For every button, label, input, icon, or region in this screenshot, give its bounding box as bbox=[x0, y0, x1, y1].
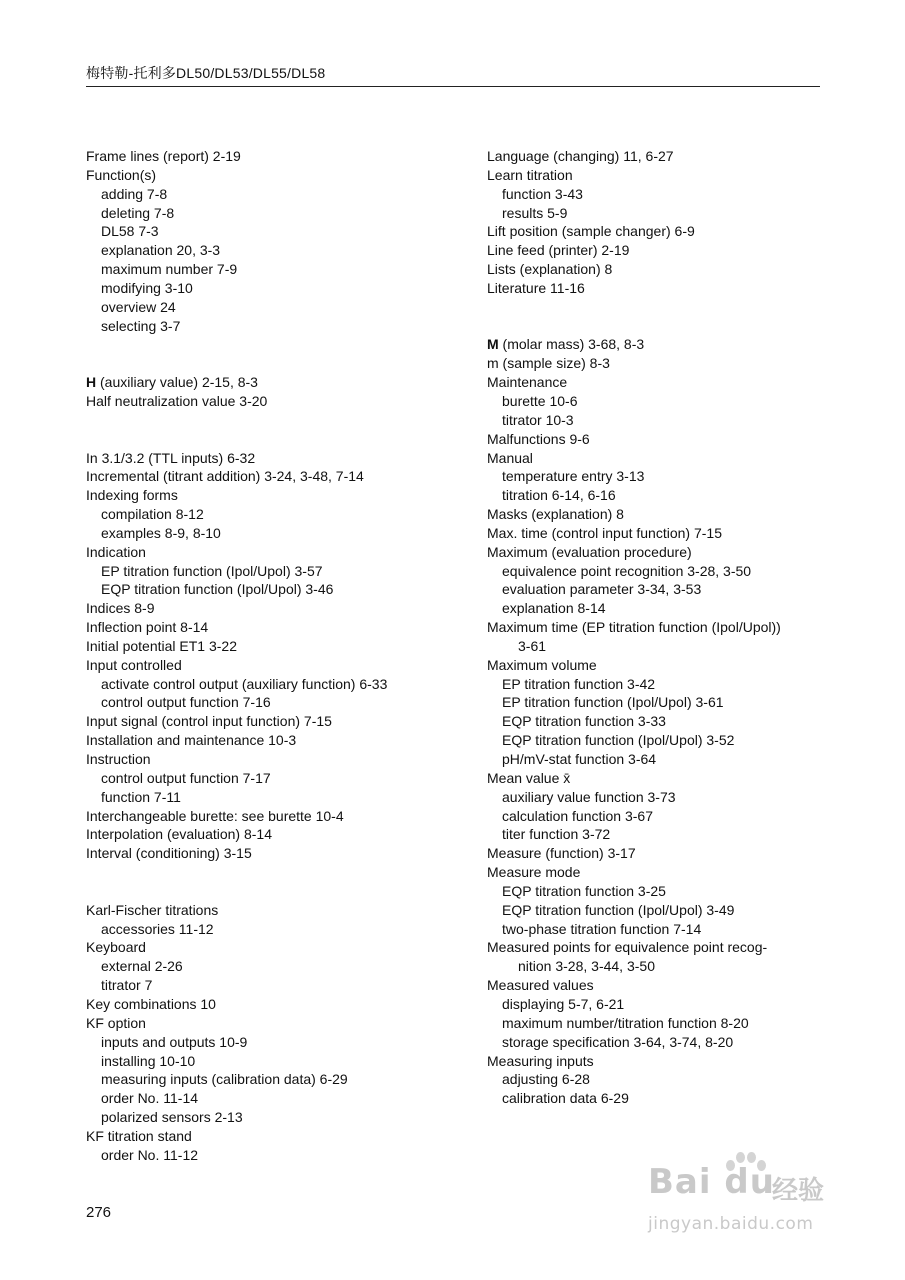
watermark-cn: 经验 bbox=[772, 1176, 825, 1206]
index-entry: Incremental (titrant addition) 3-24, 3-48, 7-14 bbox=[86, 468, 364, 485]
index-subentry: EQP titration function 3-33 bbox=[502, 713, 666, 730]
spacer bbox=[86, 430, 476, 449]
index-subentry: EQP titration function (Ipol/Upol) 3-52 bbox=[502, 732, 735, 749]
index-entry: Half neutralization value 3-20 bbox=[86, 392, 268, 409]
index-entry: Key combinations 10 bbox=[86, 995, 216, 1012]
index-entry: Interpolation (evaluation) 8-14 bbox=[86, 826, 273, 843]
index-entry: In 3.1/3.2 (TTL inputs) 6-32 bbox=[86, 449, 256, 466]
spacer bbox=[86, 354, 476, 373]
index-subentry: overview 24 bbox=[101, 298, 176, 315]
index-subentry: pH/mV-stat function 3-64 bbox=[502, 751, 657, 767]
spacer bbox=[86, 882, 476, 901]
index-subentry: control output function 7-16 bbox=[101, 694, 271, 711]
index-subentry: installing 10-10 bbox=[101, 1052, 196, 1069]
index-entry: KF titration stand bbox=[86, 1127, 192, 1144]
running-header: 梅特勒-托利多DL50/DL53/DL55/DL58 bbox=[86, 65, 326, 81]
index-entry: Measure mode bbox=[487, 864, 581, 881]
index-subentry: nition 3-28, 3-44, 3-50 bbox=[518, 958, 655, 975]
baidu-jingyan-watermark bbox=[640, 1148, 845, 1248]
index-subentry: deleting 7-8 bbox=[101, 204, 175, 221]
index-subentry: auxiliary value function 3-73 bbox=[502, 788, 676, 805]
index-entry: Manual bbox=[487, 449, 533, 466]
index-entry: Masks (explanation) 8 bbox=[487, 506, 624, 523]
index-entry: Malfunctions 9-6 bbox=[487, 430, 590, 447]
index-subentry: EP titration function 3-42 bbox=[502, 675, 656, 692]
index-entry: Literature 11-16 bbox=[487, 279, 585, 296]
index-entry: Interchangeable burette: see burette 10-4 bbox=[86, 807, 344, 824]
index-subentry: order No. 11-14 bbox=[101, 1090, 199, 1107]
index-entry: Input controlled bbox=[86, 656, 182, 673]
index-subentry: equivalence point recognition 3-28, 3-50 bbox=[502, 562, 752, 579]
index-subentry: explanation 8-14 bbox=[502, 600, 606, 617]
index-subentry: maximum number/titration function 8-20 bbox=[502, 1014, 749, 1031]
index-entry: Measured values bbox=[487, 977, 594, 994]
spacer bbox=[86, 335, 476, 354]
index-subentry: storage specification 3-64, 3-74, 8-20 bbox=[502, 1033, 734, 1050]
spacer bbox=[86, 411, 476, 430]
index-subentry: results 5-9 bbox=[502, 204, 568, 221]
index-subentry: titrator 7 bbox=[101, 977, 153, 994]
index-entry: Maximum volume bbox=[487, 656, 597, 673]
index-entry: Inflection point 8-14 bbox=[86, 619, 209, 636]
index-entry: Lift position (sample changer) 6-9 bbox=[487, 223, 695, 240]
index-subentry: calibration data 6-29 bbox=[502, 1090, 629, 1107]
index-subentry: EQP titration function 3-25 bbox=[502, 882, 666, 899]
page-number: 276 bbox=[86, 1204, 112, 1221]
index-subentry: titer function 3-72 bbox=[502, 826, 611, 843]
watermark-url: jingyan.baidu.com bbox=[648, 1214, 814, 1234]
index-subentry: titrator 10-3 bbox=[502, 411, 574, 428]
index-subentry: inputs and outputs 10-9 bbox=[101, 1033, 248, 1050]
index-entry: Indexing forms bbox=[86, 487, 178, 504]
index-entry: Interval (conditioning) 3-15 bbox=[86, 845, 252, 862]
index-entry: Measured points for equivalence point recog- bbox=[487, 939, 768, 956]
index-subentry: function 3-43 bbox=[502, 185, 583, 202]
index-subentry: accessories 11-12 bbox=[101, 920, 214, 937]
index-subentry: compilation 8-12 bbox=[101, 506, 204, 523]
index-subentry: external 2-26 bbox=[101, 958, 183, 975]
index-subentry: explanation 20, 3-3 bbox=[101, 242, 221, 259]
index-entry: Learn titration bbox=[487, 166, 573, 183]
index-subentry: adding 7-8 bbox=[101, 185, 168, 202]
index-subentry: modifying 3-10 bbox=[101, 279, 193, 296]
index-subentry: temperature entry 3-13 bbox=[502, 468, 645, 485]
index-subentry: displaying 5-7, 6-21 bbox=[502, 995, 625, 1012]
index-entry: Input signal (control input function) 7-15 bbox=[86, 713, 332, 730]
index-subentry: function 7-11 bbox=[101, 788, 181, 805]
index-entry: Max. time (control input function) 7-15 bbox=[487, 524, 722, 541]
index-subentry: two-phase titration function 7-14 bbox=[502, 920, 702, 937]
index-entry: Lists (explanation) 8 bbox=[487, 261, 613, 278]
index-subentry: EQP titration function (Ipol/Upol) 3-49 bbox=[502, 901, 735, 918]
index-subentry: measuring inputs (calibration data) 6-29 bbox=[101, 1071, 348, 1088]
index-entry: Mean value x̄ bbox=[487, 769, 571, 786]
index-subentry: EQP titration function (Ipol/Upol) 3-46 bbox=[101, 581, 334, 598]
spacer bbox=[487, 317, 827, 336]
index-entry: Maintenance bbox=[487, 374, 568, 391]
index-entry: Function(s) bbox=[86, 166, 157, 183]
index-subentry: adjusting 6-28 bbox=[502, 1071, 590, 1088]
index-subentry: evaluation parameter 3-34, 3-53 bbox=[502, 581, 702, 598]
index-entry: KF option bbox=[86, 1014, 146, 1031]
index-entry: Initial potential ET1 3-22 bbox=[86, 637, 237, 654]
index-subentry: examples 8-9, 8-10 bbox=[101, 524, 221, 541]
index-column-right bbox=[487, 147, 827, 1108]
index-subentry: calculation function 3-67 bbox=[502, 807, 653, 824]
index-subentry: order No. 11-12 bbox=[101, 1146, 199, 1163]
index-entry: Frame lines (report) 2-19 bbox=[86, 148, 241, 164]
index-entry: Language (changing) 11, 6-27 bbox=[487, 148, 674, 164]
index-entry: Instruction bbox=[86, 751, 151, 767]
index-entry: M (molar mass) 3-68, 8-3 bbox=[487, 336, 645, 353]
index-entry: Line feed (printer) 2-19 bbox=[487, 242, 630, 259]
spacer bbox=[487, 298, 827, 317]
index-entry: Karl-Fischer titrations bbox=[86, 901, 219, 918]
index-entry: H (auxiliary value) 2-15, 8-3 bbox=[86, 374, 258, 391]
index-entry: Installation and maintenance 10-3 bbox=[86, 732, 297, 749]
index-subentry: titration 6-14, 6-16 bbox=[502, 487, 616, 504]
index-entry: Measure (function) 3-17 bbox=[487, 845, 636, 862]
index-entry: Measuring inputs bbox=[487, 1052, 594, 1069]
index-entry: Maximum time (EP titration function (Ipol/Upol)) bbox=[487, 619, 781, 636]
spacer bbox=[86, 863, 476, 882]
index-subentry: maximum number 7-9 bbox=[101, 261, 238, 278]
index-subentry: control output function 7-17 bbox=[101, 769, 271, 786]
header-rule bbox=[86, 86, 820, 87]
index-subentry: burette 10-6 bbox=[502, 392, 578, 409]
index-entry: Maximum (evaluation procedure) bbox=[487, 543, 692, 560]
index-subentry: EP titration function (Ipol/Upol) 3-57 bbox=[101, 562, 323, 579]
index-entry: Keyboard bbox=[86, 939, 146, 956]
index-entry: m (sample size) 8-3 bbox=[487, 355, 610, 372]
index-subentry: DL58 7-3 bbox=[101, 223, 159, 240]
index-entry: Indication bbox=[86, 543, 146, 560]
index-subentry: selecting 3-7 bbox=[101, 317, 181, 334]
index-subentry: activate control output (auxiliary function) 6-33 bbox=[101, 675, 388, 692]
index-column-left bbox=[86, 147, 476, 1165]
index-entry: Indices 8-9 bbox=[86, 600, 155, 617]
index-subentry: polarized sensors 2-13 bbox=[101, 1109, 243, 1126]
index-subentry: 3-61 bbox=[518, 637, 547, 654]
index-subentry: EP titration function (Ipol/Upol) 3-61 bbox=[502, 694, 724, 711]
watermark-logo: Bai du bbox=[648, 1162, 775, 1202]
